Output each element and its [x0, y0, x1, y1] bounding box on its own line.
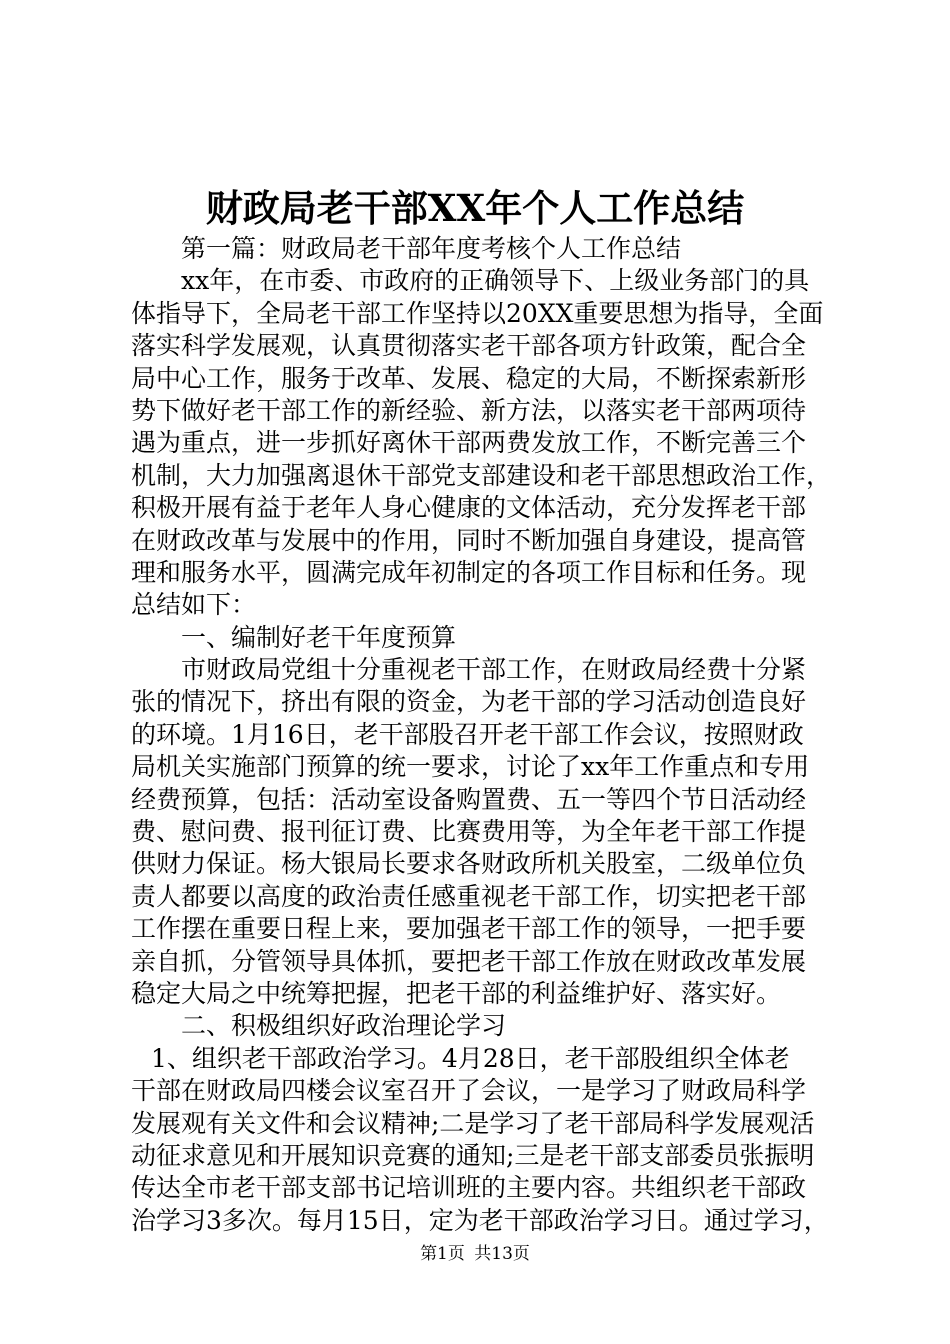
paragraph-line: 在财政改革与发展中的作用，同时不断加强自身建设，提高管: [131, 525, 807, 555]
section-heading: 一、编制好老干年度预算: [181, 622, 457, 652]
paragraph-line: 1、组织老干部政治学习。4月28日，老干部股组织全体老: [151, 1043, 790, 1073]
paragraph-line: 遇为重点，进一步抓好离休干部两费发放工作，不断完善三个: [131, 428, 807, 458]
paragraph-line: 机制，大力加强离退休干部党支部建设和老干部思想政治工作，: [131, 460, 832, 490]
paragraph-line: 经费预算，包括：活动室设备购置费、五一等四个节日活动经: [131, 784, 807, 814]
paragraph-line: 积极开展有益于老年人身心健康的文体活动，充分发挥老干部: [131, 493, 807, 523]
paragraph-line: 理和服务水平，圆满完成年初制定的各项工作目标和任务。现: [131, 557, 807, 587]
paragraph-line: 亲自抓，分管领导具体抓，要把老干部工作放在财政改革发展: [131, 946, 807, 976]
paragraph-line: 干部在财政局四楼会议室召开了会议，一是学习了财政局科学: [131, 1076, 807, 1106]
section-heading: 第一篇：财政局老干部年度考核个人工作总结: [181, 234, 682, 263]
paragraph-line: 体指导下，全局老干部工作坚持以20XX重要思想为指导，全面: [131, 298, 824, 328]
paragraph-line: 供财力保证。杨大银局长要求各财政所机关股室，二级单位负: [131, 849, 807, 879]
paragraph-line: 治学习3多次。每月15日，定为老干部政治学习日。通过学习，: [131, 1205, 829, 1235]
paragraph-line: 总结如下：: [131, 590, 257, 620]
paragraph-line: 的环境。1月16日，老干部股召开老干部工作会议，按照财政: [131, 719, 804, 749]
paragraph-line: 责人都要以高度的政治责任感重视老干部工作，切实把老干部: [131, 881, 807, 911]
page-number: 第1页: [420, 1244, 465, 1264]
paragraph-line: xx年，在市委、市政府的正确领导下、上级业务部门的具: [181, 266, 810, 296]
paragraph-line: 工作摆在重要日程上来，要加强老干部工作的领导，一把手要: [131, 914, 807, 944]
paragraph-line: 发展观有关文件和会议精神;二是学习了老干部局科学发展观活: [131, 1108, 815, 1138]
total-pages: 共13页: [474, 1244, 530, 1264]
paragraph-line: 局中心工作，服务于改革、发展、稳定的大局，不断探索新形: [131, 363, 807, 393]
paragraph-line: 落实科学发展观，认真贯彻落实老干部各项方针政策，配合全: [131, 331, 807, 361]
document-body: [131, 233, 831, 1237]
paragraph-line: 势下做好老干部工作的新经验、新方法，以落实老干部两项待: [131, 395, 807, 425]
paragraph-line: 稳定大局之中统筹把握，把老干部的利益维护好、落实好。: [131, 978, 782, 1008]
paragraph-line: 局机关实施部门预算的统一要求，讨论了xx年工作重点和专用: [131, 752, 810, 782]
section-heading: 二、积极组织好政治理论学习: [181, 1011, 507, 1041]
paragraph-line: 张的情况下，挤出有限的资金，为老干部的学习活动创造良好: [131, 687, 807, 717]
paragraph-line: 费、慰问费、报刊征订费、比赛费用等，为全年老干部工作提: [131, 817, 807, 847]
page-footer: [0, 1242, 950, 1266]
paragraph-line: 动征求意见和开展知识竞赛的通知;三是老干部支部委员张振明: [131, 1140, 815, 1170]
document-title: 财政局老干部XX年个人工作总结: [205, 186, 745, 230]
paragraph-line: 传达全市老干部支部书记培训班的主要内容。共组织老干部政: [131, 1173, 807, 1203]
paragraph-line: 市财政局党组十分重视老干部工作，在财政局经费十分紧: [181, 655, 807, 685]
